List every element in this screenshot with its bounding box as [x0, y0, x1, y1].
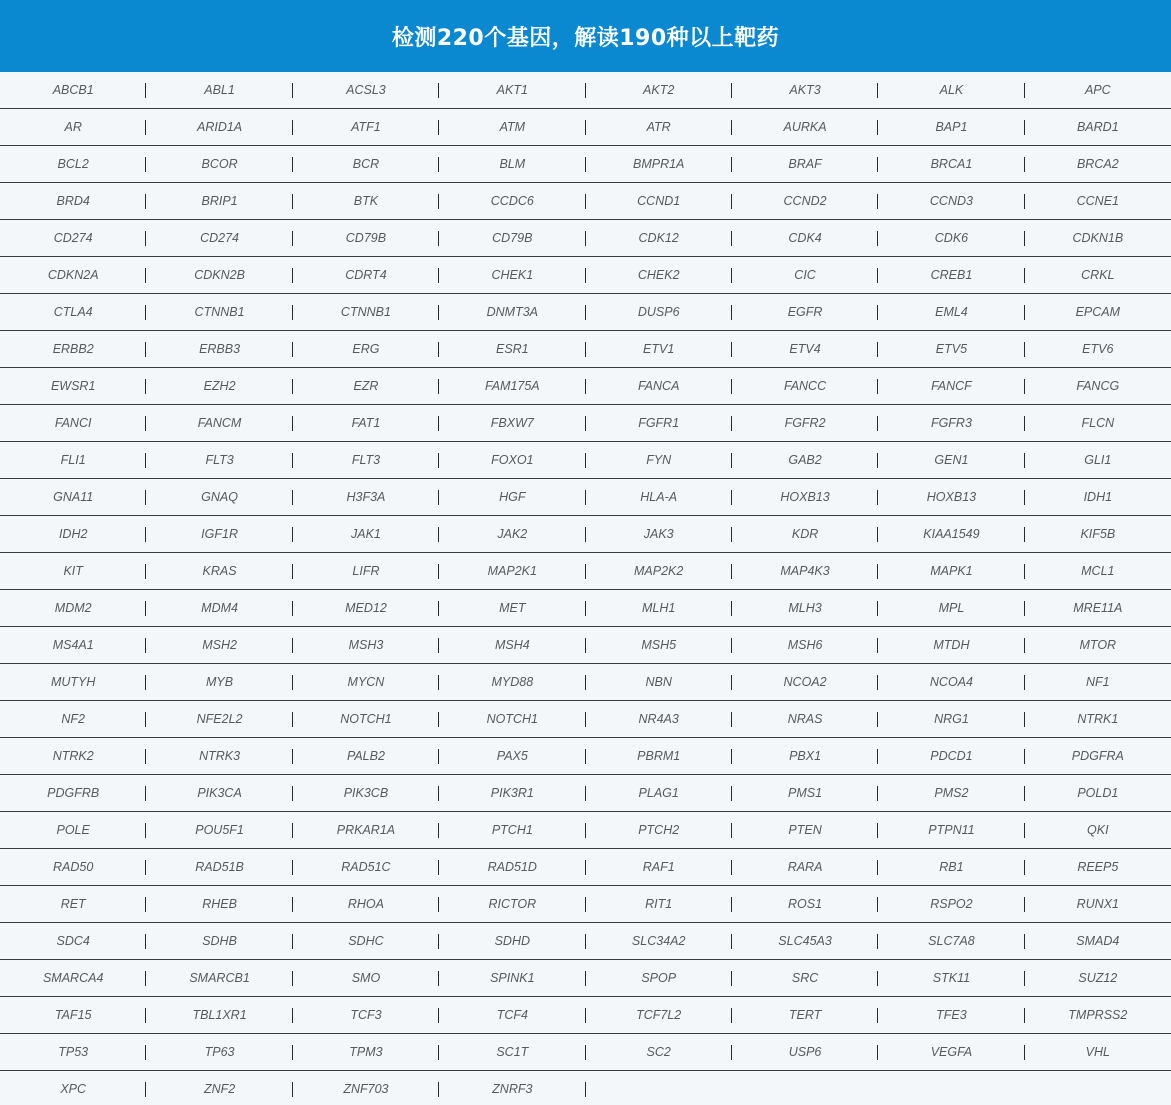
gene-cell: RB1 — [878, 849, 1024, 885]
gene-cell: TBL1XR1 — [146, 997, 292, 1033]
gene-cell: SDHC — [293, 923, 439, 959]
gene-cell: MRE11A — [1073, 601, 1123, 615]
gene-cell: NTRK1 — [1077, 712, 1119, 726]
gene-cell: SMO — [293, 960, 439, 996]
gene-cell: MTDH — [878, 627, 1024, 663]
gene-cell: RAD51D — [439, 849, 585, 885]
gene-cell: BARD1 — [1076, 120, 1119, 134]
gene-cell: BCR — [293, 146, 439, 182]
gene-cell: KIAA1549 — [878, 516, 1024, 552]
gene-cell: FANCC — [732, 368, 878, 404]
gene-cell: AKT3 — [732, 72, 878, 108]
gene-cell: AKT2 — [586, 72, 732, 108]
gene-cell: CDK6 — [878, 220, 1024, 256]
gene-cell: MET — [439, 590, 585, 626]
gene-cell: KIF5B — [1080, 527, 1116, 541]
gene-cell: CD274 — [0, 220, 146, 256]
gene-cell: SMARCA4 — [0, 960, 146, 996]
table-row — [0, 812, 1171, 849]
gene-cell: SMARCB1 — [146, 960, 292, 996]
gene-cell: IDH1 — [1083, 490, 1113, 504]
gene-cell: ATM — [439, 109, 585, 145]
gene-cell: SLC45A3 — [732, 923, 878, 959]
table-row — [0, 960, 1171, 997]
gene-cell: PAX5 — [439, 738, 585, 774]
gene-cell: AR — [0, 109, 146, 145]
gene-cell: NF1 — [1086, 675, 1110, 689]
gene-cell: MSH6 — [732, 627, 878, 663]
table-row — [0, 553, 1171, 590]
gene-cell: BAP1 — [878, 109, 1024, 145]
gene-cell: HGF — [439, 479, 585, 515]
gene-cell: XPC — [0, 1071, 146, 1105]
gene-cell: PIK3CB — [293, 775, 439, 811]
gene-cell: RAD50 — [0, 849, 146, 885]
gene-cell: BLM — [439, 146, 585, 182]
gene-cell: MPL — [878, 590, 1024, 626]
gene-cell: MAP4K3 — [732, 553, 878, 589]
gene-cell: POLD1 — [1077, 786, 1119, 800]
gene-cell: GNA11 — [0, 479, 146, 515]
gene-cell: HOXB13 — [732, 479, 878, 515]
gene-cell: ERBB3 — [146, 331, 292, 367]
gene-cell: VHL — [1085, 1045, 1110, 1059]
gene-cell: ERG — [293, 331, 439, 367]
gene-cell: PDGFRA — [1071, 749, 1124, 763]
gene-cell: ETV6 — [1082, 342, 1114, 356]
gene-cell: IGF1R — [146, 516, 292, 552]
gene-cell: MLH3 — [732, 590, 878, 626]
gene-cell: PDGFRB — [0, 775, 146, 811]
gene-cell: RHEB — [146, 886, 292, 922]
gene-cell: DNMT3A — [439, 294, 585, 330]
gene-cell: TCF4 — [439, 997, 585, 1033]
page-header — [0, 0, 1171, 72]
gene-cell: PBX1 — [732, 738, 878, 774]
gene-cell: PBRM1 — [586, 738, 732, 774]
gene-cell: FAT1 — [293, 405, 439, 441]
table-row — [0, 220, 1171, 257]
gene-cell: FANCF — [878, 368, 1024, 404]
gene-cell: HOXB13 — [878, 479, 1024, 515]
gene-cell: AURKA — [732, 109, 878, 145]
gene-cell: JAK1 — [293, 516, 439, 552]
gene-cell: FGFR3 — [878, 405, 1024, 441]
gene-cell: MYD88 — [439, 664, 585, 700]
gene-cell: FAM175A — [439, 368, 585, 404]
gene-cell: FANCG — [1076, 379, 1120, 393]
gene-cell: POU5F1 — [146, 812, 292, 848]
gene-cell: RET — [0, 886, 146, 922]
gene-cell: ETV1 — [586, 331, 732, 367]
gene-cell: TCF7L2 — [586, 997, 732, 1033]
gene-cell: DUSP6 — [586, 294, 732, 330]
gene-cell: FANCA — [586, 368, 732, 404]
gene-cell: CTLA4 — [0, 294, 146, 330]
gene-cell: NTRK2 — [0, 738, 146, 774]
gene-cell: MS4A1 — [0, 627, 146, 663]
gene-cell: ROS1 — [732, 886, 878, 922]
table-row — [0, 738, 1171, 775]
gene-cell: SPINK1 — [439, 960, 585, 996]
gene-cell: NCOA4 — [878, 664, 1024, 700]
gene-cell: EPCAM — [1075, 305, 1121, 319]
gene-cell: PMS1 — [732, 775, 878, 811]
gene-cell: MSH3 — [293, 627, 439, 663]
gene-cell: MLH1 — [586, 590, 732, 626]
table-row — [0, 109, 1171, 146]
gene-cell: MUTYH — [0, 664, 146, 700]
gene-cell: ACSL3 — [293, 72, 439, 108]
page-title: 检测220个基因，解读190种以上靶药 — [391, 25, 780, 51]
gene-cell: SRC — [732, 960, 878, 996]
gene-cell: BRAF — [732, 146, 878, 182]
gene-cell: TMPRSS2 — [1068, 1008, 1128, 1022]
gene-cell: AKT1 — [439, 72, 585, 108]
gene-cell: ZNF2 — [146, 1071, 292, 1105]
gene-cell: NF2 — [0, 701, 146, 737]
gene-cell: BCOR — [146, 146, 292, 182]
gene-cell: KRAS — [146, 553, 292, 589]
gene-cell: BMPR1A — [586, 146, 732, 182]
gene-cell: KDR — [732, 516, 878, 552]
gene-cell: SLC7A8 — [878, 923, 1024, 959]
gene-cell: TAF15 — [0, 997, 146, 1033]
gene-cell: BTK — [293, 183, 439, 219]
gene-cell: CDRT4 — [293, 257, 439, 293]
gene-cell: NRAS — [732, 701, 878, 737]
gene-cell: PTEN — [732, 812, 878, 848]
gene-cell: EGFR — [732, 294, 878, 330]
gene-cell: GLI1 — [1084, 453, 1112, 467]
gene-cell: CDKN2A — [0, 257, 146, 293]
gene-cell: REEP5 — [1077, 860, 1119, 874]
gene-cell: FLI1 — [0, 442, 146, 478]
gene-cell: MAP2K2 — [586, 553, 732, 589]
table-row — [0, 331, 1171, 368]
table-row — [0, 516, 1171, 553]
gene-cell: TP63 — [146, 1034, 292, 1070]
table-row — [0, 257, 1171, 294]
gene-cell: CCNE1 — [1076, 194, 1119, 208]
gene-cell: SC2 — [586, 1034, 732, 1070]
gene-cell: CDKN1B — [1072, 231, 1124, 245]
gene-cell: SLC34A2 — [586, 923, 732, 959]
gene-cell: RAD51B — [146, 849, 292, 885]
gene-cell: BRIP1 — [146, 183, 292, 219]
gene-cell: PTCH2 — [586, 812, 732, 848]
gene-cell: RUNX1 — [1076, 897, 1119, 911]
table-row — [0, 294, 1171, 331]
gene-cell: BRCA2 — [1076, 157, 1119, 171]
gene-cell: ERBB2 — [0, 331, 146, 367]
gene-cell: MYCN — [293, 664, 439, 700]
gene-cell: NR4A3 — [586, 701, 732, 737]
gene-cell: EML4 — [878, 294, 1024, 330]
gene-cell: POLE — [0, 812, 146, 848]
table-row — [0, 183, 1171, 220]
gene-cell: PALB2 — [293, 738, 439, 774]
gene-cell: NBN — [586, 664, 732, 700]
table-row — [0, 146, 1171, 183]
gene-cell: BRCA1 — [878, 146, 1024, 182]
gene-cell: HLA-A — [586, 479, 732, 515]
gene-cell: FYN — [586, 442, 732, 478]
gene-cell: NFE2L2 — [146, 701, 292, 737]
gene-cell: JAK2 — [439, 516, 585, 552]
gene-cell: USP6 — [732, 1034, 878, 1070]
gene-cell: GEN1 — [878, 442, 1024, 478]
gene-cell: RAD51C — [293, 849, 439, 885]
gene-cell: TCF3 — [293, 997, 439, 1033]
gene-cell: SDC4 — [0, 923, 146, 959]
gene-cell: RARA — [732, 849, 878, 885]
gene-cell: EZH2 — [146, 368, 292, 404]
gene-cell: MED12 — [293, 590, 439, 626]
gene-cell: SC1T — [439, 1034, 585, 1070]
gene-cell: JAK3 — [586, 516, 732, 552]
gene-cell: FANCI — [0, 405, 146, 441]
gene-cell: MDM4 — [146, 590, 292, 626]
gene-cell: IDH2 — [0, 516, 146, 552]
gene-cell: TP53 — [0, 1034, 146, 1070]
gene-cell: CD274 — [146, 220, 292, 256]
gene-cell: NTRK3 — [146, 738, 292, 774]
table-row — [0, 664, 1171, 701]
gene-cell: CCND3 — [878, 183, 1024, 219]
gene-cell: CHEK1 — [439, 257, 585, 293]
gene-cell: FLT3 — [293, 442, 439, 478]
table-row — [0, 368, 1171, 405]
gene-cell: CDK4 — [732, 220, 878, 256]
gene-cell: H3F3A — [293, 479, 439, 515]
gene-cell: ABCB1 — [0, 72, 146, 108]
gene-cell: NOTCH1 — [439, 701, 585, 737]
gene-cell: PLAG1 — [586, 775, 732, 811]
gene-cell: CDK12 — [586, 220, 732, 256]
gene-cell: FBXW7 — [439, 405, 585, 441]
gene-cell: MDM2 — [0, 590, 146, 626]
table-row — [0, 1034, 1171, 1071]
gene-cell: MAPK1 — [878, 553, 1024, 589]
gene-cell: ATF1 — [293, 109, 439, 145]
gene-cell: PMS2 — [878, 775, 1024, 811]
gene-cell: FANCM — [146, 405, 292, 441]
gene-cell: EZR — [293, 368, 439, 404]
table-row — [0, 775, 1171, 812]
gene-cell: MSH2 — [146, 627, 292, 663]
gene-cell: SUZ12 — [1078, 971, 1118, 985]
gene-cell: NCOA2 — [732, 664, 878, 700]
gene-cell: ETV4 — [732, 331, 878, 367]
gene-cell: BCL2 — [0, 146, 146, 182]
gene-cell: CHEK2 — [586, 257, 732, 293]
gene-cell: PTCH1 — [439, 812, 585, 848]
gene-cell: SPOP — [586, 960, 732, 996]
table-row — [0, 1071, 1171, 1105]
gene-cell: GNAQ — [146, 479, 292, 515]
gene-cell: SMAD4 — [1076, 934, 1120, 948]
gene-cell: FOXO1 — [439, 442, 585, 478]
gene-cell: ETV5 — [878, 331, 1024, 367]
gene-cell: CCND1 — [586, 183, 732, 219]
gene-cell: MAP2K1 — [439, 553, 585, 589]
gene-cell: APC — [1084, 83, 1111, 97]
gene-cell: FLT3 — [146, 442, 292, 478]
gene-cell: NOTCH1 — [293, 701, 439, 737]
gene-cell: MCL1 — [1081, 564, 1115, 578]
table-row — [0, 701, 1171, 738]
gene-cell: CIC — [732, 257, 878, 293]
gene-cell: QKI — [1087, 823, 1109, 837]
gene-cell: MSH5 — [586, 627, 732, 663]
gene-cell: TERT — [732, 997, 878, 1033]
gene-cell: FLCN — [1081, 416, 1115, 430]
gene-cell: NRG1 — [878, 701, 1024, 737]
gene-cell: PRKAR1A — [293, 812, 439, 848]
gene-cell: RAF1 — [586, 849, 732, 885]
table-row — [0, 627, 1171, 664]
gene-cell: RSPO2 — [878, 886, 1024, 922]
gene-cell: TFE3 — [878, 997, 1024, 1033]
gene-cell: CD79B — [439, 220, 585, 256]
gene-cell: EWSR1 — [0, 368, 146, 404]
gene-cell: GAB2 — [732, 442, 878, 478]
gene-cell: ALK — [878, 72, 1024, 108]
gene-cell: KIT — [0, 553, 146, 589]
gene-cell: SDHD — [439, 923, 585, 959]
gene-cell: SDHB — [146, 923, 292, 959]
gene-cell: CDKN2B — [146, 257, 292, 293]
gene-cell: RIT1 — [586, 886, 732, 922]
gene-cell: ZNRF3 — [439, 1071, 585, 1105]
gene-cell: CD79B — [293, 220, 439, 256]
gene-cell: FGFR1 — [586, 405, 732, 441]
gene-cell: CRKL — [1081, 268, 1115, 282]
table-row — [0, 886, 1171, 923]
gene-cell: CCDC6 — [439, 183, 585, 219]
gene-cell: PIK3R1 — [439, 775, 585, 811]
gene-table — [0, 72, 1171, 1105]
gene-cell: PTPN11 — [878, 812, 1024, 848]
table-row — [0, 923, 1171, 960]
gene-cell: CREB1 — [878, 257, 1024, 293]
gene-cell: MSH4 — [439, 627, 585, 663]
table-row — [0, 849, 1171, 886]
table-row — [0, 479, 1171, 516]
gene-cell: ZNF703 — [293, 1071, 439, 1105]
table-row — [0, 72, 1171, 109]
gene-cell: STK11 — [878, 960, 1024, 996]
gene-cell: CTNNB1 — [146, 294, 292, 330]
gene-cell: ARID1A — [146, 109, 292, 145]
gene-cell: RICTOR — [439, 886, 585, 922]
gene-cell: TPM3 — [293, 1034, 439, 1070]
table-row — [0, 997, 1171, 1034]
gene-cell: LIFR — [293, 553, 439, 589]
gene-cell: MTOR — [1079, 638, 1117, 652]
gene-cell: MYB — [146, 664, 292, 700]
gene-cell: VEGFA — [878, 1034, 1024, 1070]
gene-cell: PDCD1 — [878, 738, 1024, 774]
gene-cell: CCND2 — [732, 183, 878, 219]
table-row — [0, 442, 1171, 479]
gene-cell: CTNNB1 — [293, 294, 439, 330]
gene-cell: PIK3CA — [146, 775, 292, 811]
gene-cell: ESR1 — [439, 331, 585, 367]
gene-cell: ATR — [586, 109, 732, 145]
gene-cell: BRD4 — [0, 183, 146, 219]
table-row — [0, 405, 1171, 442]
table-row — [0, 590, 1171, 627]
gene-cell: FGFR2 — [732, 405, 878, 441]
gene-cell: RHOA — [293, 886, 439, 922]
gene-cell: ABL1 — [146, 72, 292, 108]
